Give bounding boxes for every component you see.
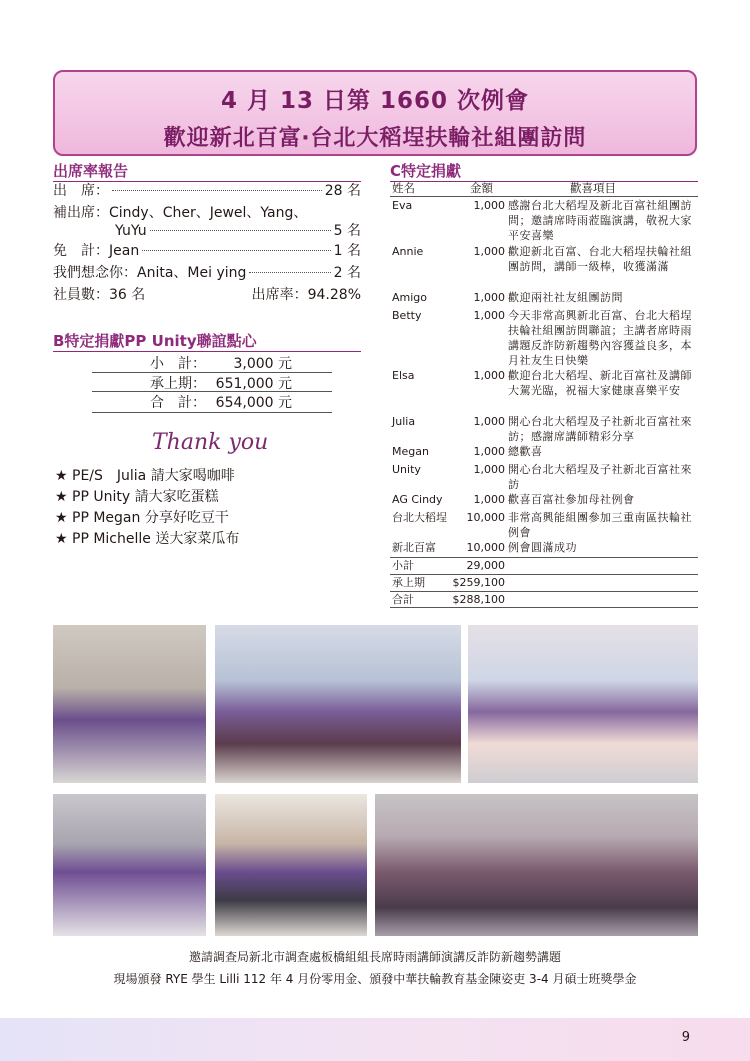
attendance-value: 2 名 [333, 265, 361, 281]
summary-amount: $288,100 [452, 593, 505, 606]
donor-name: Unity [392, 463, 421, 476]
b-row [92, 353, 332, 373]
donation-amount: 1,000 [473, 199, 505, 212]
donor-name: 台北大稻埕 [392, 511, 447, 524]
col-desc-header: 歡喜項目 [570, 181, 616, 195]
leader-dots [150, 230, 331, 231]
donation-note: 非常高興能組團參加三重南區扶輪社例會 [508, 511, 692, 539]
donor-name: Annie [392, 245, 424, 258]
donor-name: Elsa [392, 369, 415, 382]
donation-note: 今天非常高興新北百富、台北大稻埕扶輪社組團訪問聯誼；主講者席時雨講題反詐防新趨勢內容獲益良多，本月社友生日快樂 [508, 309, 692, 367]
b-row-value: 651,000 元 [215, 376, 292, 392]
member-count: 社員數：36 名 [53, 287, 146, 303]
summary-label: 小計 [392, 559, 414, 572]
b-row-label: 承上期： [150, 376, 206, 392]
summary-label: 承上期 [392, 576, 425, 589]
attendance-label: 我們想念你：Anita、Mei ying [53, 265, 247, 281]
photo-caption-1: 邀請調查局新北市調查處板橋組組長席時雨講師演講反詐防新趨勢講題 [188, 950, 561, 964]
group-photo [375, 794, 698, 936]
donor-name: Amigo [392, 291, 428, 304]
meeting-subtitle: 歡迎新北百富‧台北大稻埕扶輪社組團訪問 [163, 126, 587, 151]
page-number: 9 [681, 1030, 690, 1045]
thanks-item: ★ PP Michelle 送大家菜瓜布 [55, 531, 240, 547]
leader-dots [112, 190, 322, 191]
thank-you-script: Thank you [152, 430, 269, 455]
donation-amount: 1,000 [473, 463, 505, 476]
summary-row [390, 557, 698, 574]
donation-amount: 1,000 [473, 245, 505, 258]
donation-note: 總歡喜 [508, 445, 543, 458]
donation-amount: 1,000 [473, 291, 505, 304]
donation-note: 開心台北大稻埕及子社新北百富社來訪；感謝席講師精彩分享 [508, 415, 692, 443]
thanks-item: ★ PP Megan 分享好吃豆干 [55, 510, 229, 526]
attendance-label: 出 席： [53, 183, 109, 199]
donation-note: 歡迎新北百富、台北大稻埕扶輪社組團訪問，講師一級棒，收獲滿滿 [508, 245, 692, 273]
award-photo [468, 625, 698, 783]
meeting-title: 4 月 13 日第 1660 次例會 [220, 88, 530, 114]
attendance-title: 出席率報告 [53, 160, 361, 182]
attendance-row [53, 220, 361, 240]
b-donation-title: B特定捐獻PP Unity聯誼點心 [53, 330, 361, 352]
summary-row [390, 591, 698, 608]
attendance-row [53, 262, 361, 282]
donation-note: 感謝台北大稻埕及新北百富社組團訪問；邀請席時雨蒞臨演講，敬祝大家平安喜樂 [508, 199, 692, 242]
summary-row [390, 574, 698, 591]
speaker-photo [53, 625, 206, 783]
donation-amount: 1,000 [473, 369, 505, 382]
donor-name: Julia [392, 415, 416, 428]
attendance-value: 28 名 [324, 183, 361, 199]
col-amount-header: 金額 [470, 181, 493, 195]
donation-amount: 10,000 [466, 541, 505, 554]
summary-label: 合計 [392, 593, 414, 606]
attendance-summary-row [53, 284, 361, 304]
donation-amount: 1,000 [473, 415, 505, 428]
attendance-rate: 出席率：94.28% [251, 287, 361, 303]
summary-amount: 29,000 [466, 559, 505, 572]
page-footer-band [0, 1018, 750, 1061]
plaque-photo [215, 794, 367, 936]
donor-name: AG Cindy [392, 493, 443, 506]
attendance-label: 免 計：Jean [53, 243, 140, 259]
donation-note: 歡迎台北大稻埕、新北百富社及講師大駕光臨，祝福大家健康喜樂平安 [508, 369, 692, 397]
c-donation-title: C特定捐獻 [390, 160, 698, 182]
donation-note: 例會圓滿成功 [508, 541, 577, 554]
donor-name: 新北百富 [392, 541, 436, 554]
c-table-header [390, 180, 698, 197]
donation-amount: 1,000 [473, 445, 505, 458]
presentation-photo [53, 794, 206, 936]
b-row-value: 3,000 元 [233, 356, 292, 372]
donor-name: Betty [392, 309, 422, 322]
donation-note: 歡喜百富社參加母社例會 [508, 493, 635, 506]
col-name-header: 姓名 [392, 181, 415, 195]
b-row-label: 小 計： [150, 356, 206, 372]
thanks-item: ★ PE/S Julia 請大家喝咖啡 [55, 468, 235, 484]
leader-dots [249, 272, 330, 273]
attendance-value: 1 名 [333, 243, 361, 259]
donor-name: Megan [392, 445, 429, 458]
donation-note: 開心台北大稻埕及子社新北百富社來訪 [508, 463, 692, 491]
attendance-row [53, 180, 361, 200]
donation-amount: 10,000 [466, 511, 505, 524]
attendance-row [53, 202, 361, 222]
page-header-box [53, 70, 697, 156]
b-row [92, 372, 332, 393]
summary-amount: $259,100 [452, 576, 505, 589]
group-banner-photo [215, 625, 461, 783]
thanks-item: ★ PP Unity 請大家吃蛋糕 [55, 489, 219, 505]
donation-amount: 1,000 [473, 493, 505, 506]
b-row-value: 654,000 元 [215, 395, 292, 411]
donation-note: 歡迎兩社社友組團訪問 [508, 291, 623, 304]
photo-caption-2: 現場頒發 RYE 學生 Lilli 112 年 4 月份零用金、頒發中華扶輪教育基金陳姿吏 3-4 月碩士班獎學金 [113, 972, 637, 986]
b-row [92, 391, 332, 413]
attendance-value: 5 名 [333, 223, 361, 239]
donor-name: Eva [392, 199, 413, 212]
leader-dots [142, 250, 330, 251]
attendance-label: 補出席：Cindy、Cher、Jewel、Yang、 [53, 205, 308, 221]
donation-amount: 1,000 [473, 309, 505, 322]
attendance-label: YuYu [115, 223, 147, 239]
b-row-label: 合 計： [150, 395, 206, 411]
attendance-row [53, 240, 361, 260]
